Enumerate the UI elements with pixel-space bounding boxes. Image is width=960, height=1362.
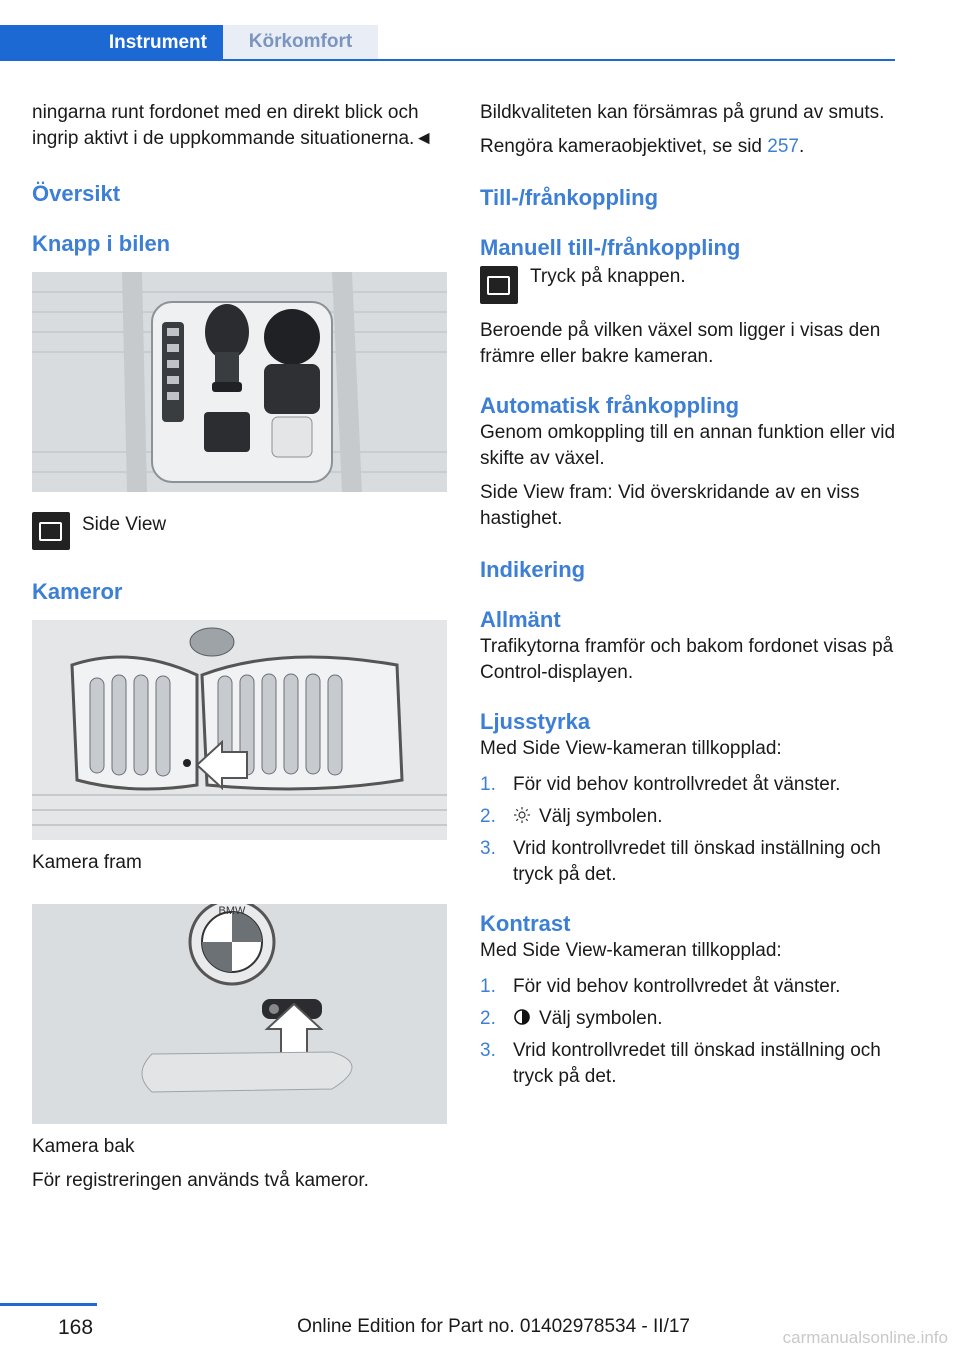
tryck-button-row bbox=[480, 266, 900, 304]
text-rengora-suffix: . bbox=[798, 136, 805, 157]
text-rengora bbox=[480, 134, 900, 160]
console-photo bbox=[32, 272, 447, 492]
text-automatisk: Genom omkoppling till en annan funktion eller vid skifte av växel. bbox=[480, 422, 896, 469]
front-camera-photo bbox=[32, 620, 447, 840]
side-view-camera-icon bbox=[32, 512, 70, 550]
list-item: 3. Vrid kontrollvredet till önskad inställning och tryck på det. bbox=[480, 1040, 881, 1087]
rear-camera-illustration bbox=[32, 904, 447, 1124]
heading-manuell: Manuell till-/frånkoppling bbox=[480, 235, 741, 260]
bmw-logo-lettering: BMW bbox=[218, 905, 246, 917]
heading-oversikt: Översikt bbox=[32, 181, 121, 206]
edition-text: Online Edition for Part no. 01402978534 - II/17 bbox=[297, 1316, 690, 1337]
footer-rule bbox=[0, 1303, 97, 1306]
heading-automatisk: Automatisk frånkoppling bbox=[480, 393, 740, 418]
tab-instrument[interactable]: Instrument bbox=[0, 25, 223, 61]
tab-korkomfort[interactable]: Körkomfort bbox=[223, 25, 378, 59]
chapter-tab-bar bbox=[0, 25, 895, 61]
text-two-cameras: För registreringen används två kameror. bbox=[32, 1170, 369, 1191]
list-item: 1. För vid behov kontrollvredet åt vänster. bbox=[480, 774, 841, 795]
front-grille-illustration bbox=[32, 620, 447, 840]
left-column bbox=[32, 100, 447, 1202]
brightness-sun-icon bbox=[513, 804, 539, 830]
heading-kontrast: Kontrast bbox=[480, 911, 571, 936]
intro-text: ningarna runt fordonet med en direkt blick och ingrip aktivt i de uppkommande situationerna.◄ bbox=[32, 102, 434, 149]
side-view-camera-button-icon bbox=[480, 266, 518, 304]
text-allmant: Trafikytorna framför och bakom fordonet visas på Control-displayen. bbox=[480, 636, 894, 683]
heading-indikering: Indikering bbox=[480, 557, 586, 582]
heading-kameror: Kameror bbox=[32, 579, 123, 604]
contrast-half-circle-icon bbox=[513, 1006, 539, 1032]
console-illustration bbox=[32, 272, 447, 492]
kontrast-steps bbox=[480, 974, 900, 1090]
text-ljus-intro: Med Side View-kameran tillkopplad: bbox=[480, 738, 782, 759]
text-rengora-prefix: Rengöra kameraobjektivet, se sid bbox=[480, 136, 768, 157]
side-view-button-row bbox=[32, 512, 447, 550]
heading-till-frankoppling: Till-/frånkoppling bbox=[480, 185, 659, 210]
caption-kamera-bak: Kamera bak bbox=[32, 1136, 135, 1157]
text-beroende: Beroende på vilken växel som ligger i visas den främre eller bakre kameran. bbox=[480, 320, 881, 367]
side-view-label: Side View bbox=[82, 514, 167, 535]
rear-camera-photo bbox=[32, 904, 447, 1124]
heading-knapp-i-bilen: Knapp i bilen bbox=[32, 231, 171, 256]
list-item: 3. Vrid kontrollvredet till önskad inställning och tryck på det. bbox=[480, 838, 881, 885]
right-column bbox=[480, 100, 900, 1096]
ljusstyrka-steps bbox=[480, 772, 900, 888]
list-item: 1. För vid behov kontrollvredet åt vänster. bbox=[480, 976, 841, 997]
page-number: 168 bbox=[58, 1316, 94, 1339]
page-link-257[interactable]: 257 bbox=[767, 136, 799, 157]
text-tryck: Tryck på knappen. bbox=[530, 266, 686, 287]
list-item: 2. Välj symbolen. bbox=[480, 804, 900, 830]
tab-underline bbox=[0, 59, 895, 61]
heading-ljusstyrka: Ljusstyrka bbox=[480, 709, 591, 734]
list-item: 2. Välj symbolen. bbox=[480, 1006, 900, 1032]
heading-allmant: Allmänt bbox=[480, 607, 561, 632]
watermark: carmanualsonline.info bbox=[782, 1328, 948, 1347]
text-side-view-fram: Side View fram: Vid överskridande av en viss hastighet. bbox=[480, 482, 860, 529]
text-bildkvalitet: Bildkvaliteten kan försämras på grund av smuts. bbox=[480, 102, 885, 123]
text-kontrast-intro: Med Side View-kameran tillkopplad: bbox=[480, 940, 782, 961]
caption-kamera-fram: Kamera fram bbox=[32, 852, 142, 873]
